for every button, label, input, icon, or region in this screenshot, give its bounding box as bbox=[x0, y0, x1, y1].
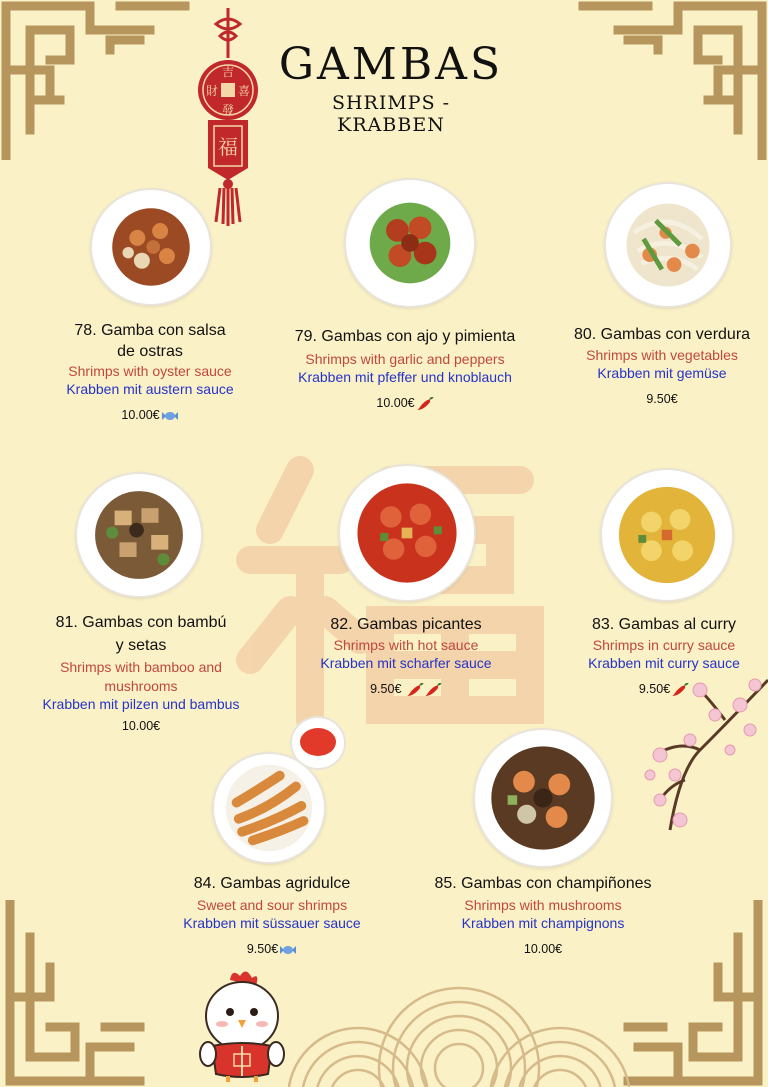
chili-icon bbox=[416, 397, 434, 411]
dish-photo-85 bbox=[475, 730, 611, 866]
menu-item-80 bbox=[562, 324, 762, 408]
item-name: 79. Gambas con ajo y pimienta bbox=[294, 328, 516, 345]
item-german: Krabben mit süssauer sauce bbox=[183, 915, 361, 931]
menu-item-81 bbox=[26, 612, 256, 735]
candy-icon bbox=[279, 944, 297, 956]
item-price: 9.50€ bbox=[246, 942, 279, 956]
item-name-line2: y setas bbox=[115, 637, 167, 654]
corner-ornament-bottom-left-icon bbox=[0, 900, 150, 1087]
item-german: Krabben mit pilzen und bambus bbox=[42, 696, 240, 712]
item-english: Shrimps with garlic and peppers bbox=[305, 351, 505, 367]
item-price: 10.00€ bbox=[376, 396, 415, 410]
lantern-char-2: 財 bbox=[205, 84, 219, 98]
double-chili-icon bbox=[406, 683, 442, 697]
wave-pattern-icon bbox=[288, 978, 630, 1087]
lantern-char-4: 發 bbox=[221, 103, 235, 117]
item-price: 10.00€ bbox=[523, 942, 563, 956]
item-german: Krabben mit austern sauce bbox=[66, 381, 234, 397]
menu-item-79 bbox=[270, 326, 540, 412]
item-german: Krabben mit scharfer sauce bbox=[320, 655, 492, 671]
chinese-lantern-icon bbox=[190, 8, 266, 228]
menu-item-82 bbox=[296, 614, 516, 698]
item-name: 83. Gambas al curry bbox=[591, 616, 737, 633]
item-english: Shrimps with vegetables bbox=[586, 347, 738, 363]
dish-photo-84 bbox=[214, 754, 324, 862]
item-name-line2: de ostras bbox=[117, 343, 183, 360]
item-price-row bbox=[270, 394, 540, 412]
chicken-mascot-icon bbox=[194, 966, 290, 1084]
corner-ornament-top-left-icon bbox=[0, 0, 190, 160]
item-name: 84. Gambas agridulce bbox=[193, 875, 351, 892]
dish-photo-79 bbox=[346, 180, 474, 306]
item-english: Shrimps with hot sauce bbox=[333, 637, 479, 653]
lantern-char-1: 吉 bbox=[221, 65, 235, 79]
item-german: Krabben mit curry sauce bbox=[588, 655, 740, 671]
item-price-row bbox=[162, 940, 382, 958]
item-price-row bbox=[40, 406, 260, 424]
page-title: GAMBAS bbox=[278, 39, 504, 90]
corner-ornament-top-right-icon bbox=[578, 0, 768, 160]
item-price: 9.50€ bbox=[638, 682, 671, 696]
item-english: Shrimps with oyster sauce bbox=[68, 363, 232, 379]
page-header bbox=[276, 40, 506, 136]
menu-item-85 bbox=[412, 873, 674, 958]
item-english: Sweet and sour shrimps bbox=[196, 897, 348, 913]
cherry-blossom-icon bbox=[630, 660, 768, 850]
dish-photo-81 bbox=[77, 474, 201, 596]
item-price-row bbox=[296, 680, 516, 698]
dish-photo-78 bbox=[92, 190, 210, 304]
item-german: Krabben mit champignons bbox=[461, 915, 625, 931]
item-price: 9.50€ bbox=[646, 392, 678, 406]
menu-item-78 bbox=[40, 320, 260, 424]
item-name: 80. Gambas con verdura bbox=[573, 326, 751, 343]
page-subtitle: SHRIMPS - KRABBEN bbox=[331, 92, 451, 136]
sauce-bowl bbox=[292, 718, 344, 768]
item-name: 82. Gambas picantes bbox=[330, 616, 482, 633]
item-name-line1: 78. Gamba con salsa bbox=[74, 322, 226, 339]
item-english-line2: mushrooms bbox=[104, 678, 178, 694]
item-name: 85. Gambas con champiñones bbox=[434, 875, 652, 892]
item-german: Krabben mit pfeffer und knoblauch bbox=[298, 369, 512, 385]
dish-photo-80 bbox=[606, 184, 730, 306]
dish-photo-83 bbox=[602, 470, 732, 600]
item-price: 10.00€ bbox=[121, 719, 161, 733]
item-name-line1: 81. Gambas con bambú bbox=[55, 614, 227, 631]
menu-item-84 bbox=[162, 873, 382, 958]
item-english: Shrimps in curry sauce bbox=[592, 637, 736, 653]
lantern-char-3: 喜 bbox=[237, 84, 251, 98]
dish-photo-82 bbox=[340, 466, 474, 600]
item-price: 10.00€ bbox=[121, 408, 160, 422]
lantern-fu-char: 福 bbox=[218, 135, 238, 159]
item-english: Shrimps with mushrooms bbox=[464, 897, 622, 913]
item-german: Krabben mit gemüse bbox=[597, 365, 727, 381]
item-price: 9.50€ bbox=[370, 682, 402, 696]
item-english-line1: Shrimps with bamboo and bbox=[60, 659, 222, 675]
candy-icon bbox=[161, 410, 179, 422]
